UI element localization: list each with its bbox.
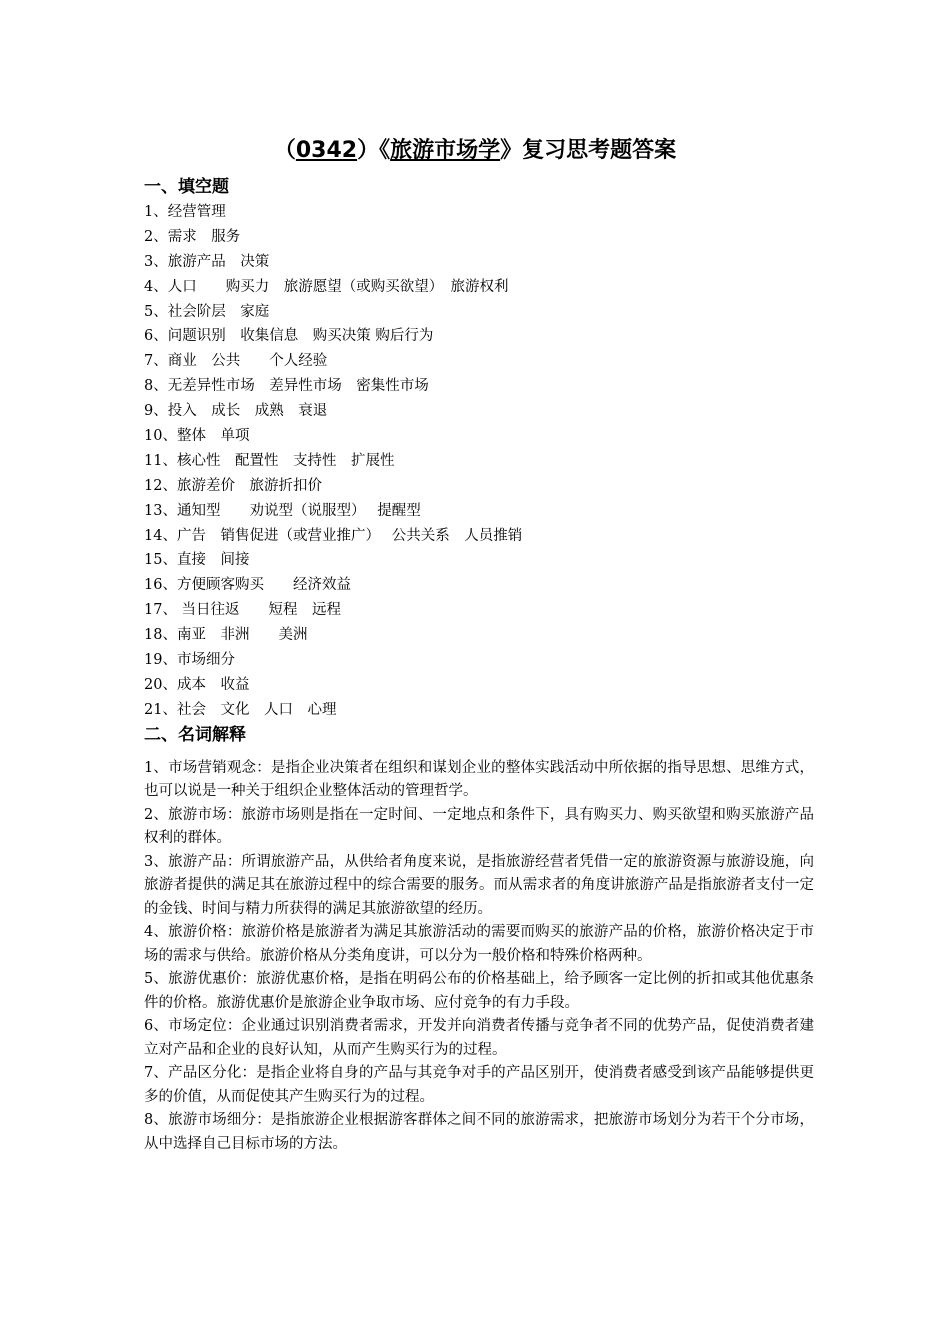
fill-in-answer: 20、成本 收益 — [144, 676, 250, 693]
fill-in-answer: 19、市场细分 — [144, 652, 235, 669]
fill-in-answer: 11、核心性 配置性 支持性 扩展性 — [144, 452, 395, 469]
fill-in-answer: 7、商业 公共 个人经验 — [144, 353, 328, 370]
fill-in-answer: 13、通知型 劝说型（说服型） 提醒型 — [144, 502, 421, 519]
fill-in-answer: 12、旅游差价 旅游折扣价 — [144, 477, 322, 494]
fill-in-answer: 21、社会 文化 人口 心理 — [144, 701, 337, 718]
fill-in-answer-list — [144, 200, 814, 723]
fill-in-answer: 6、问题识别 收集信息 购买决策 购后行为 — [144, 328, 434, 345]
fill-in-answer: 16、方便顾客购买 经济效益 — [144, 577, 351, 594]
fill-in-answer: 3、旅游产品 决策 — [144, 253, 270, 270]
fill-in-answer: 2、需求 服务 — [144, 228, 241, 245]
term-definition: 3、旅游产品：所谓旅游产品，从供给者角度来说，是指旅游经营者凭借一定的旅游资源与旅游设施，向旅游者提供的满足其在旅游过程中的综合需要的服务。而从需求者的角度讲旅游产品是指旅游者支付一定的金钱、时间与精力所获得的满足其旅游欲望的经历。 — [144, 853, 814, 917]
fill-in-answer: 1、经营管理 — [144, 204, 226, 220]
fill-in-answer: 8、无差异性市场 差异性市场 密集性市场 — [144, 378, 429, 395]
section-heading-term-definitions: 二、名词解释 — [144, 724, 246, 745]
fill-in-answer: 15、直接 间接 — [144, 552, 250, 569]
fill-in-answer: 17、 当日往返 短程 远程 — [144, 602, 342, 619]
term-definition-list — [144, 757, 814, 1157]
title-course-name: 旅游市场学 — [390, 138, 501, 163]
title-suffix: 》复习思考题答案 — [500, 138, 677, 163]
term-definition: 5、旅游优惠价：旅游优惠价格，是指在明码公布的价格基础上，给予顾客一定比例的折扣或其他优惠条件的价格。旅游优惠价是旅游企业争取市场、应付竞争的有力手段。 — [144, 971, 814, 1011]
term-definition: 6、市场定位：企业通过识别消费者需求，开发并向消费者传播与竞争者不同的优势产品，促使消费者建立对产品和企业的良好认知，从而产生购买行为的过程。 — [144, 1018, 814, 1058]
document-body — [144, 175, 814, 1156]
document-title — [0, 136, 950, 166]
term-definition: 2、旅游市场：旅游市场则是指在一定时间、一定地点和条件下，具有购买力、购买欲望和购买旅游产品权利的群体。 — [144, 806, 814, 847]
fill-in-answer: 14、广告 销售促进（或营业推广） 公共关系 人员推销 — [144, 527, 523, 544]
term-definition: 7、产品区分化：是指企业将自身的产品与其竞争对手的产品区别开，使消费者感受到该产品能够提供更多的价值，从而促使其产生购买行为的过程。 — [144, 1065, 814, 1105]
fill-in-answer: 10、整体 单项 — [144, 428, 250, 445]
section-heading-fill-in: 一、填空题 — [144, 177, 229, 197]
term-definition: 1、市场营销观念：是指企业决策者在组织和谋划企业的整体实践活动中所依据的指导思想、思维方式，也可以说是一种关于组织企业整体活动的管理哲学。 — [144, 759, 814, 800]
term-definition: 4、旅游价格：旅游价格是旅游者为满足其旅游活动的需要而购买的旅游产品的价格，旅游价格决定于市场的需求与供给。旅游价格从分类角度讲，可以分为一般价格和特殊价格两种。 — [144, 924, 814, 964]
title-prefix: （ — [273, 138, 296, 163]
title-mid: ）《 — [357, 138, 391, 163]
fill-in-answer: 18、南亚 非洲 美洲 — [144, 627, 308, 644]
title-code: 0342 — [295, 138, 358, 163]
fill-in-answer: 4、人口 购买力 旅游愿望（或购买欲望） 旅游权利 — [144, 278, 509, 295]
fill-in-answer: 9、投入 成长 成熟 衰退 — [144, 403, 328, 420]
term-definition: 8、旅游市场细分：是指旅游企业根据游客群体之间不同的旅游需求，把旅游市场划分为若干个分市场，从中选择自己目标市场的方法。 — [144, 1112, 814, 1152]
fill-in-answer: 5、社会阶层 家庭 — [144, 303, 270, 320]
